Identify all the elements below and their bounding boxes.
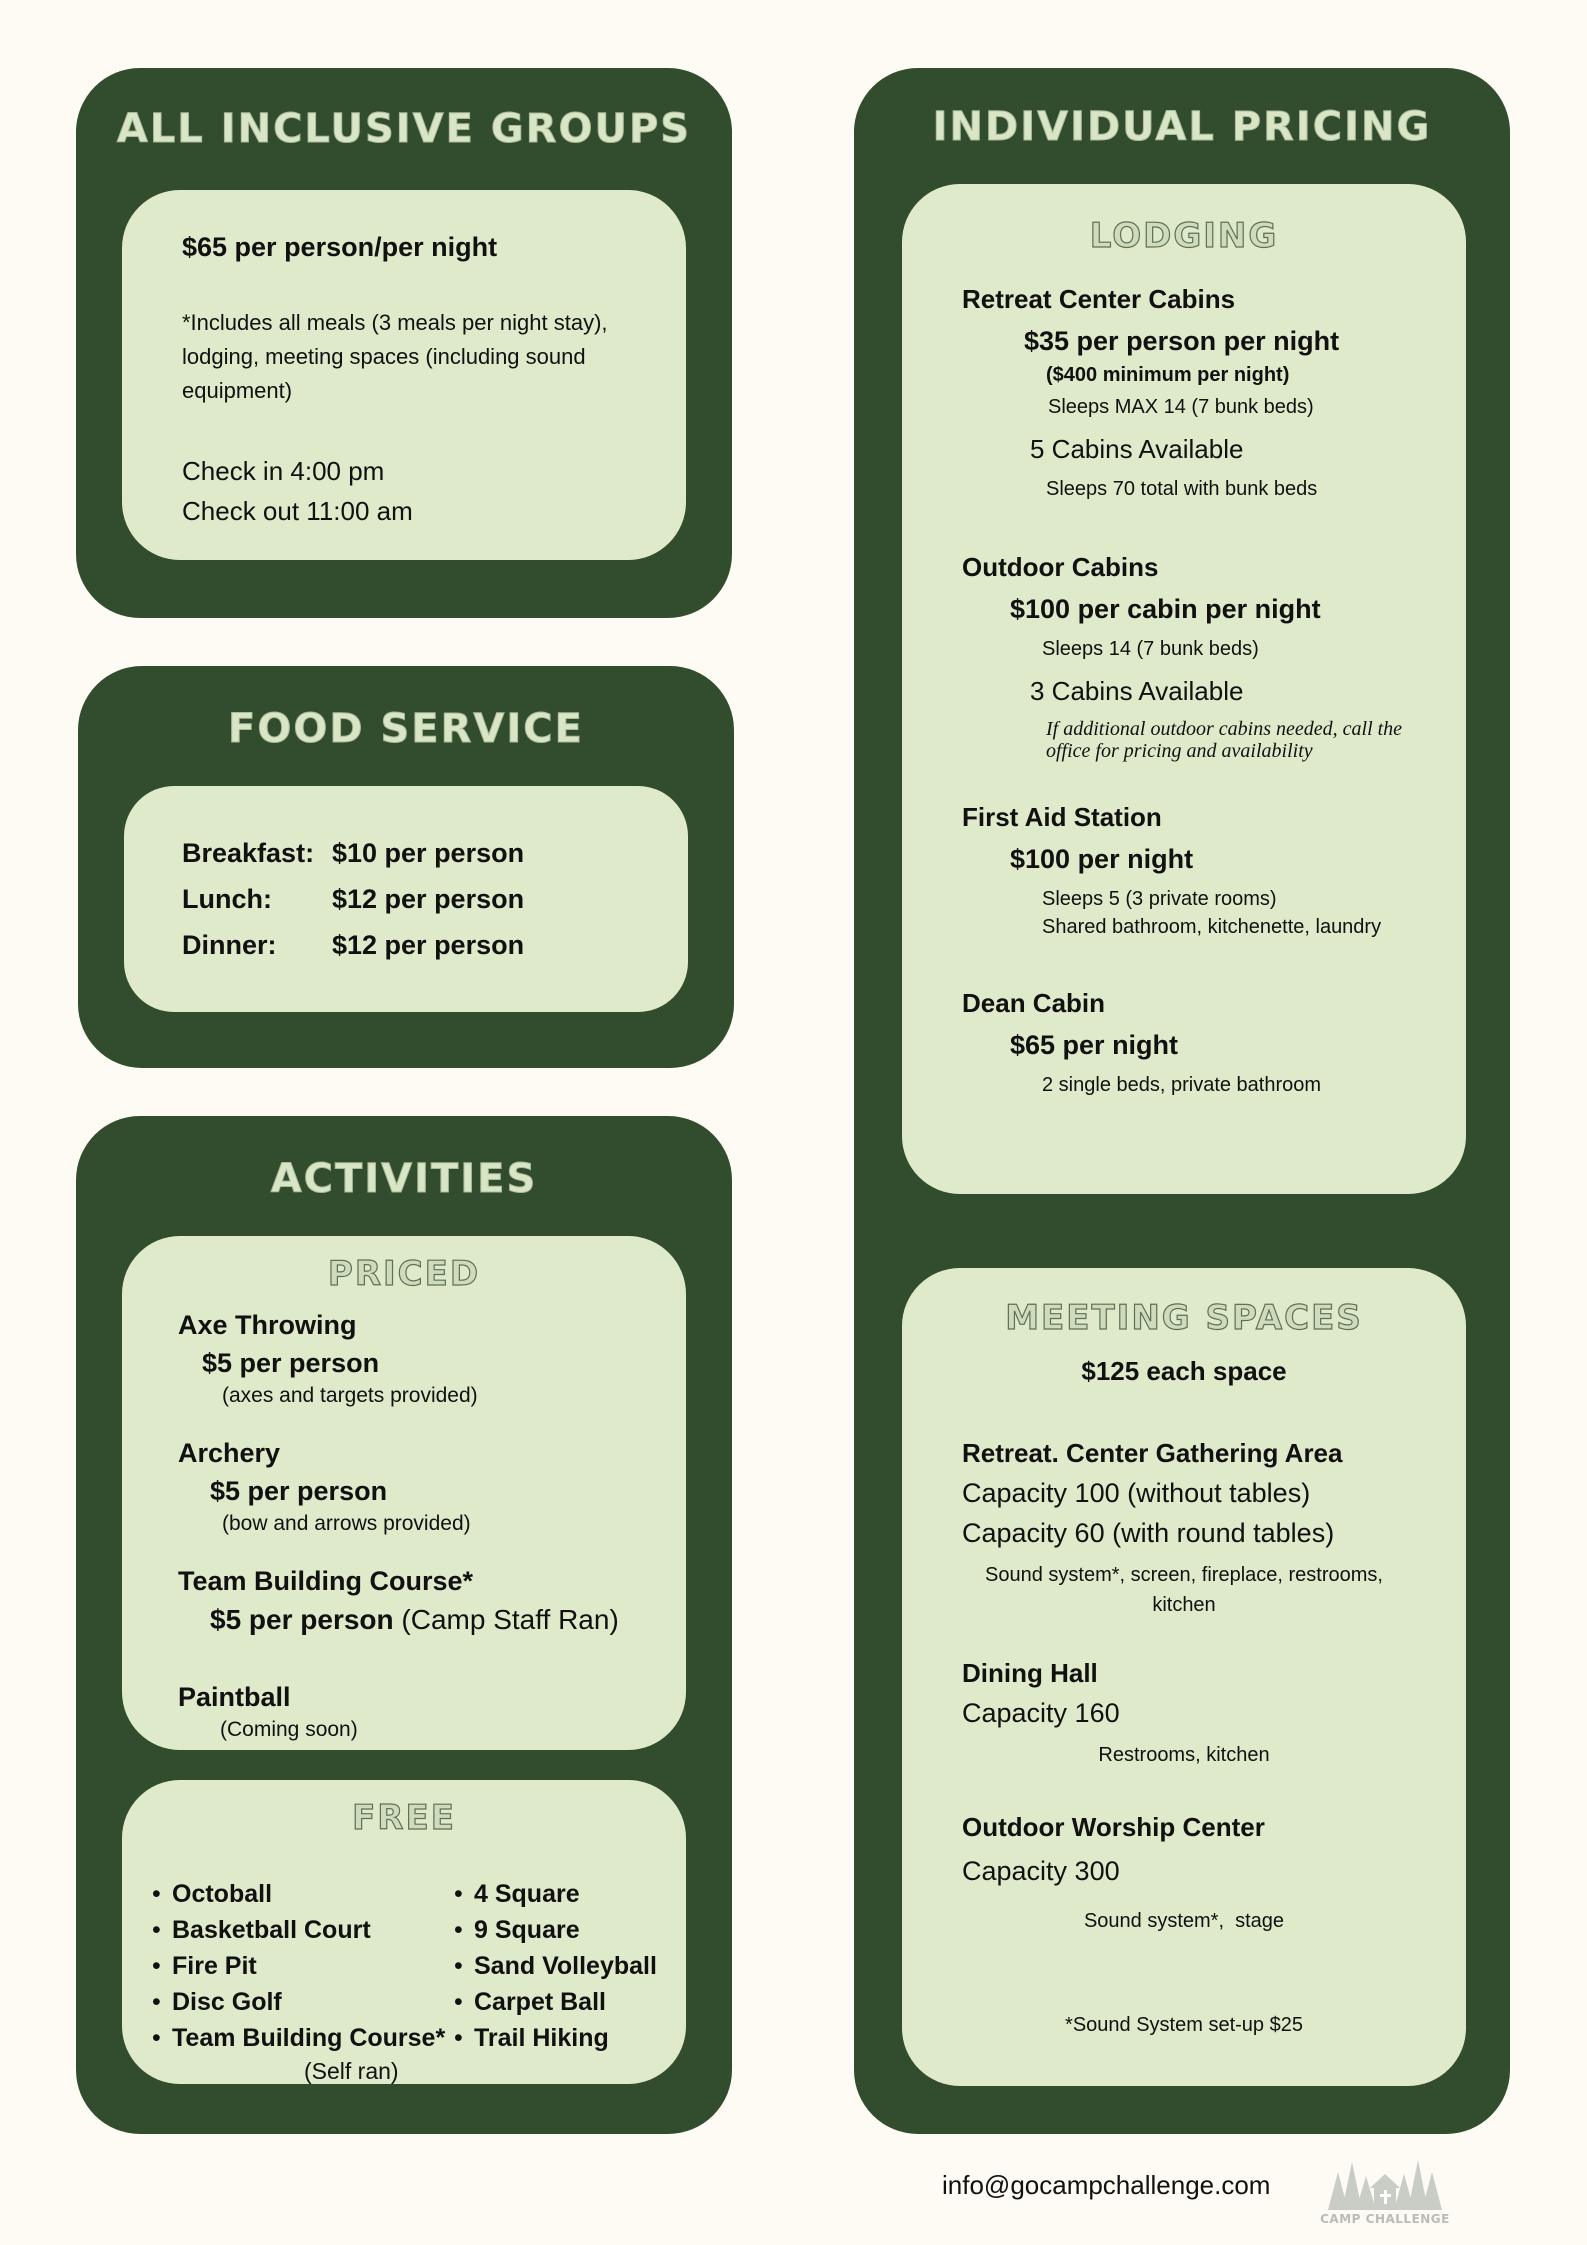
axe-throwing-note: (axes and targets provided) — [222, 1384, 478, 1407]
list-item: • Carpet Ball — [454, 1984, 657, 2020]
dining-hall-amenities: Restrooms, kitchen — [1098, 1744, 1270, 1766]
gathering-area-name: Retreat. Center Gathering Area — [962, 1438, 1343, 1468]
list-item: • 4 Square — [454, 1876, 657, 1912]
outdoor-cabins-name: Outdoor Cabins — [962, 552, 1159, 582]
list-item: • Fire Pit — [152, 1948, 445, 1984]
gathering-area-capacity-2: Capacity 60 (with round tables) — [962, 1518, 1335, 1548]
outdoor-cabins-note: If additional outdoor cabins needed, call the office for pricing and availability — [1046, 718, 1403, 762]
logo-text: CAMP CHALLENGE — [1320, 2212, 1450, 2226]
retreat-cabins-price: $35 per person per night — [1024, 326, 1340, 356]
camp-challenge-logo — [1318, 2152, 1452, 2232]
meeting-spaces-subtitle: MEETING SPACES — [1005, 1298, 1363, 1338]
team-building-price: $5 per person — [210, 1604, 394, 1635]
dean-cabin-beds: 2 single beds, private bathroom — [1042, 1074, 1322, 1096]
archery-name: Archery — [178, 1438, 281, 1468]
food-meal-price: $12 per person — [332, 930, 525, 960]
contact-email[interactable]: info@gocampchallenge.com — [942, 2170, 1271, 2200]
list-item: • Basketball Court — [152, 1912, 445, 1948]
lodging-card — [902, 184, 1466, 1194]
sound-system-footnote: *Sound System set-up $25 — [1065, 2014, 1303, 2036]
team-building-note: (Camp Staff Ran) — [401, 1604, 619, 1635]
dining-hall-name: Dining Hall — [962, 1658, 1098, 1688]
list-item: • Team Building Course* — [152, 2020, 445, 2056]
first-aid-name: First Aid Station — [962, 802, 1162, 832]
lodging-subtitle: LODGING — [1089, 216, 1279, 256]
priced-activities-card — [122, 1236, 686, 1750]
archery-note: (bow and arrows provided) — [222, 1512, 471, 1535]
individual-pricing-title: INDIVIDUAL PRICING — [932, 104, 1432, 150]
dining-hall-capacity: Capacity 160 — [962, 1698, 1120, 1728]
list-item: • Trail Hiking — [454, 2020, 657, 2056]
all-inclusive-price: $65 per person/per night — [182, 232, 498, 262]
team-building-name: Team Building Course* — [178, 1566, 474, 1596]
paintball-name: Paintball — [178, 1682, 291, 1712]
retreat-cabins-minimum: ($400 minimum per night) — [1046, 364, 1290, 386]
list-item: • 9 Square — [454, 1912, 657, 1948]
retreat-cabins-sleeps: Sleeps MAX 14 (7 bunk beds) — [1048, 396, 1314, 418]
meeting-spaces-card — [902, 1268, 1466, 2086]
retreat-cabins-name: Retreat Center Cabins — [962, 284, 1236, 314]
individual-pricing-panel — [854, 68, 1510, 2134]
free-activities-card — [122, 1780, 686, 2084]
check-out-time: Check out 11:00 am — [182, 496, 413, 526]
free-activities-list-right — [454, 1876, 657, 2056]
all-inclusive-includes: *Includes all meals (3 meals per night stay), lodging, meeting spaces (including sound equipment) — [182, 310, 608, 403]
axe-throwing-price: $5 per person — [202, 1348, 380, 1378]
dean-cabin-name: Dean Cabin — [962, 988, 1106, 1018]
outdoor-cabins-available: 3 Cabins Available — [1030, 676, 1244, 706]
dean-cabin-price: $65 per night — [1010, 1030, 1179, 1060]
worship-center-capacity: Capacity 300 — [962, 1856, 1120, 1886]
activities-title: ACTIVITIES — [270, 1156, 538, 1202]
free-subtitle: FREE — [352, 1798, 456, 1838]
food-meal-label: Breakfast: — [182, 838, 315, 868]
food-service-card — [124, 786, 688, 1012]
food-service-panel — [78, 666, 734, 1068]
list-item: • Disc Golf — [152, 1984, 445, 2020]
gathering-area-capacity-1: Capacity 100 (without tables) — [962, 1478, 1311, 1508]
check-in-time: Check in 4:00 pm — [182, 456, 385, 486]
gathering-area-amenities: Sound system*, screen, fireplace, restrooms, kitchen — [985, 1564, 1383, 1616]
worship-center-amenities: Sound system*, stage — [1083, 1910, 1285, 1932]
paintball-note: (Coming soon) — [220, 1718, 358, 1741]
food-meal-label: Lunch: — [182, 884, 272, 914]
tree-cross-icon — [1318, 2152, 1452, 2212]
food-service-title: FOOD SERVICE — [228, 706, 584, 752]
outdoor-cabins-price: $100 per cabin per night — [1010, 594, 1321, 624]
retreat-cabins-available: 5 Cabins Available — [1030, 434, 1244, 464]
meeting-spaces-price: $125 each space — [1081, 1356, 1287, 1386]
activities-panel — [76, 1116, 732, 2134]
worship-center-name: Outdoor Worship Center — [962, 1812, 1265, 1842]
all-inclusive-panel — [76, 68, 732, 618]
all-inclusive-card — [122, 190, 686, 560]
archery-price: $5 per person — [210, 1476, 388, 1506]
first-aid-sleeps: Sleeps 5 (3 private rooms) — [1042, 888, 1277, 910]
axe-throwing-name: Axe Throwing — [178, 1310, 357, 1340]
retreat-cabins-total: Sleeps 70 total with bunk beds — [1046, 478, 1318, 500]
food-meal-price: $12 per person — [332, 884, 525, 914]
first-aid-price: $100 per night — [1010, 844, 1194, 874]
list-item: • Octoball — [152, 1876, 445, 1912]
all-inclusive-title: ALL INCLUSIVE GROUPS — [116, 106, 692, 152]
food-meal-label: Dinner: — [182, 930, 277, 960]
free-activities-list-left — [152, 1876, 445, 2056]
priced-subtitle: PRICED — [327, 1254, 481, 1294]
self-ran-note: (Self ran) — [304, 2058, 399, 2084]
food-meal-price: $10 per person — [332, 838, 525, 868]
list-item: • Sand Volleyball — [454, 1948, 657, 1984]
first-aid-amenities: Shared bathroom, kitchenette, laundry — [1042, 916, 1382, 938]
outdoor-cabins-sleeps: Sleeps 14 (7 bunk beds) — [1042, 638, 1259, 660]
team-building-price-row — [210, 1604, 619, 1636]
